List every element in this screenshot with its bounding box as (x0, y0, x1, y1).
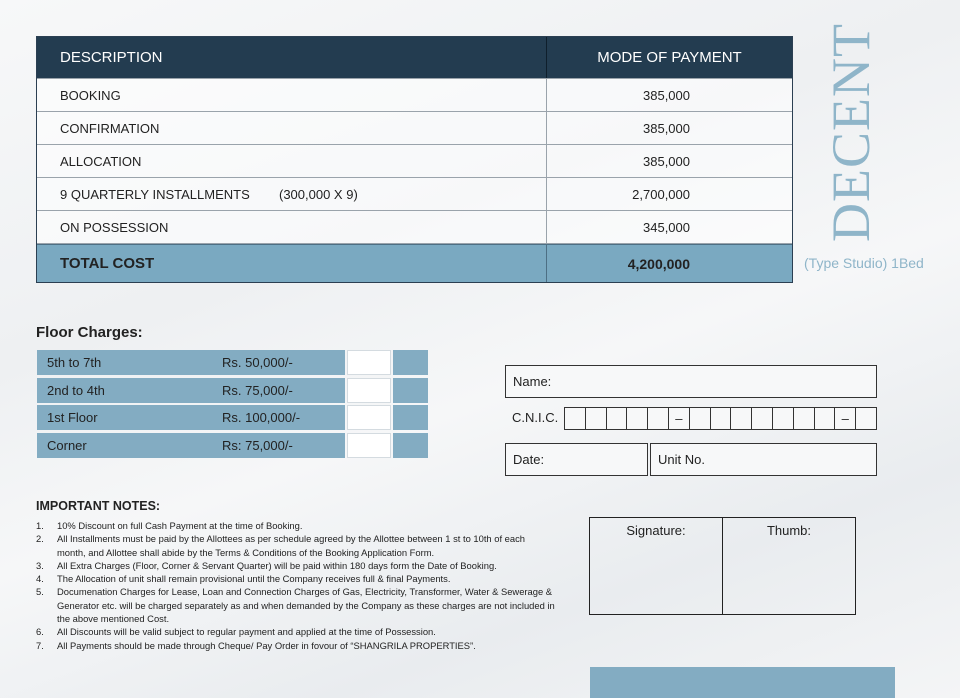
payment-table-header (37, 37, 792, 79)
table-row (37, 112, 792, 145)
floor-range: 1st Floor (47, 410, 98, 425)
floor-charge-row (37, 405, 427, 430)
floor-charges-title: Floor Charges: (36, 324, 143, 341)
payment-table (36, 36, 793, 283)
floor-marker (393, 405, 428, 430)
unit-number-field[interactable] (650, 443, 877, 476)
floor-select-box[interactable] (347, 378, 391, 403)
name-label: Name: (513, 374, 552, 389)
list-item: 5. Documenation Charges for Lease, Loan and Connection Charges of Gas, Electricity, Transformer, Water & Sewerage & Generator etc. will be charged separately as and when demanded by the Company as these charges are not included in the above mentioned Cost. (36, 586, 555, 625)
floor-marker (393, 350, 428, 375)
signature-label: Signature: (626, 523, 686, 538)
table-row (37, 79, 792, 112)
thumb-field[interactable] (723, 518, 855, 614)
cnic-label: C.N.I.C. (512, 410, 559, 425)
cnic-digit-box[interactable] (773, 408, 794, 429)
notes-title: IMPORTANT NOTES: (36, 499, 161, 513)
floor-marker (393, 378, 428, 403)
floor-charge: Rs. 50,000/- (222, 355, 293, 370)
floor-charge-row (37, 378, 427, 403)
row-label: ALLOCATION (60, 153, 142, 169)
floor-range: 2nd to 4th (47, 383, 105, 398)
signature-field[interactable] (590, 518, 723, 614)
cnic-digit-box[interactable] (752, 408, 773, 429)
row-label: CONFIRMATION (60, 120, 160, 136)
list-item: 6. All Discounts will be valid subject to regular payment and applied at the time of Possession. (36, 626, 436, 638)
floor-range: Corner (47, 438, 87, 453)
cnic-digit-box[interactable] (586, 408, 607, 429)
list-item: 4. The Allocation of unit shall remain provisional until the Company receives full & final Payments. (36, 573, 451, 585)
cnic-digit-box[interactable] (711, 408, 732, 429)
floor-select-box[interactable] (347, 433, 391, 458)
footer-bar (590, 667, 895, 698)
table-row (37, 145, 792, 178)
row-label: BOOKING (60, 87, 121, 103)
row-amount: 345,000 (643, 219, 690, 235)
cnic-separator: – (669, 408, 690, 429)
list-item: 3. All Extra Charges (Floor, Corner & Servant Quarter) will be paid within 180 days form the Date of Booking. (36, 559, 497, 571)
floor-select-box[interactable] (347, 405, 391, 430)
unit-name: DECENT (821, 23, 881, 242)
row-amount: 385,000 (643, 153, 690, 169)
installment-formula: (300,000 X 9) (279, 186, 358, 202)
header-mode-of-payment: MODE OF PAYMENT (597, 49, 742, 66)
cnic-digit-box[interactable] (731, 408, 752, 429)
row-amount: 2,700,000 (632, 186, 690, 202)
floor-select-box[interactable] (347, 350, 391, 375)
floor-charge: Rs. 75,000/- (222, 383, 293, 398)
floor-charge: Rs: 75,000/- (222, 438, 293, 453)
cnic-digit-box[interactable] (627, 408, 648, 429)
thumb-label: Thumb: (766, 523, 812, 538)
cnic-digit-box[interactable] (815, 408, 836, 429)
list-item: 7. All Payments should be made through Cheque/ Pay Order in fovour of “SHANGRILA PROPERTIES”. (36, 639, 476, 651)
cnic-digit-box[interactable] (794, 408, 815, 429)
floor-charge-row (37, 433, 427, 458)
notes-list (36, 519, 556, 652)
unit-number-label: Unit No. (658, 452, 705, 467)
row-label: ON POSSESSION (60, 219, 169, 235)
floor-charge: Rs. 100,000/- (222, 410, 301, 425)
header-description: DESCRIPTION (37, 37, 547, 78)
row-amount: 385,000 (643, 87, 690, 103)
row-label: 9 QUARTERLY INSTALLMENTS (60, 186, 250, 202)
name-field[interactable] (505, 365, 877, 398)
cnic-field[interactable] (564, 407, 877, 430)
date-field[interactable] (505, 443, 648, 476)
floor-range: 5th to 7th (47, 355, 102, 370)
cnic-digit-box[interactable] (690, 408, 711, 429)
cnic-digit-box[interactable] (648, 408, 669, 429)
list-item: 1. 10% Discount on full Cash Payment at the time of Booking. (36, 520, 303, 531)
total-label: TOTAL COST (37, 245, 547, 282)
unit-subtitle: (Type Studio) 1Bed (804, 255, 924, 271)
total-row (37, 244, 792, 282)
table-row (37, 178, 792, 211)
floor-charge-row (37, 350, 427, 375)
total-amount: 4,200,000 (627, 255, 690, 272)
signature-thumb-box (589, 517, 856, 615)
list-item: 2. All Installments must be paid by the Allottees as per schedule agreed by the Allottee between 1 st to 10th of each month, and Allottee shall abide by the Terms & Conditions of the Booking Application Form. (36, 533, 525, 558)
table-row (37, 211, 792, 244)
cnic-digit-box[interactable] (607, 408, 628, 429)
floor-marker (393, 433, 428, 458)
cnic-separator: – (835, 408, 856, 429)
cnic-digit-box[interactable] (856, 408, 876, 429)
cnic-digit-box[interactable] (565, 408, 586, 429)
date-label: Date: (513, 452, 545, 467)
row-amount: 385,000 (643, 120, 690, 136)
